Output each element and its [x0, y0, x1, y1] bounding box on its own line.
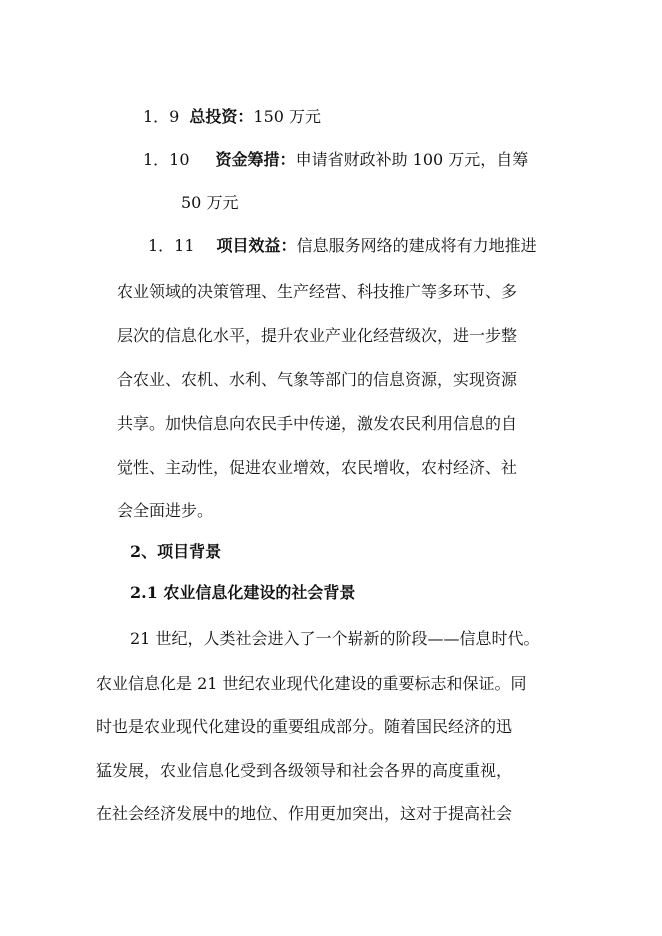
section-text: 150 万元	[253, 107, 322, 126]
section-number: 1．10	[143, 150, 190, 169]
paragraph-line: 农业信息化是 21 世纪农业现代化建设的重要标志和保证。同	[96, 674, 527, 693]
paragraph-line: 时也是农业现代化建设的重要组成部分。随着国民经济的迅	[96, 717, 513, 736]
section-2-1-heading: 2.1 农业信息化建设的社会背景	[130, 583, 356, 602]
section-1-10-continuation: 50 万元	[181, 193, 239, 212]
section-1-11-line	[148, 235, 537, 257]
paragraph-line: 会全面进步。	[117, 501, 214, 520]
section-1-10-line	[143, 149, 528, 171]
paragraph-line: 21 世纪，人类社会进入了一个崭新的阶段——信息时代。	[130, 629, 540, 648]
paragraph-line: 层次的信息化水平，提升农业产业化经营级次，进一步整	[117, 326, 518, 345]
paragraph-line: 合农业、农机、水利、气象等部门的信息资源，实现资源	[117, 370, 518, 389]
section-label: 总投资：	[189, 107, 254, 126]
section-2-heading: 2、项目背景	[130, 542, 222, 561]
section-text: 信息服务网络的建成将有力地推进	[296, 236, 537, 255]
section-number: 1．11	[148, 236, 195, 255]
paragraph-line: 共享。加快信息向农民手中传递，激发农民利用信息的自	[117, 414, 518, 433]
section-1-9-line	[143, 106, 321, 128]
paragraph-line: 觉性、主动性，促进农业增效，农民增收，农村经济、社	[117, 458, 518, 477]
paragraph-line: 在社会经济发展中的地位、作用更加突出，这对于提高社会	[96, 804, 513, 823]
section-text: 申请省财政补助 100 万元，自筹	[295, 150, 529, 169]
section-label: 项目效益：	[216, 236, 297, 255]
section-label: 资金筹措：	[215, 150, 296, 169]
section-number: 1．9	[143, 107, 180, 126]
paragraph-line: 猛发展，农业信息化受到各级领导和社会各界的高度重视，	[96, 761, 513, 780]
paragraph-line: 农业领域的决策管理、生产经营、科技推广等多环节、多	[117, 282, 518, 301]
